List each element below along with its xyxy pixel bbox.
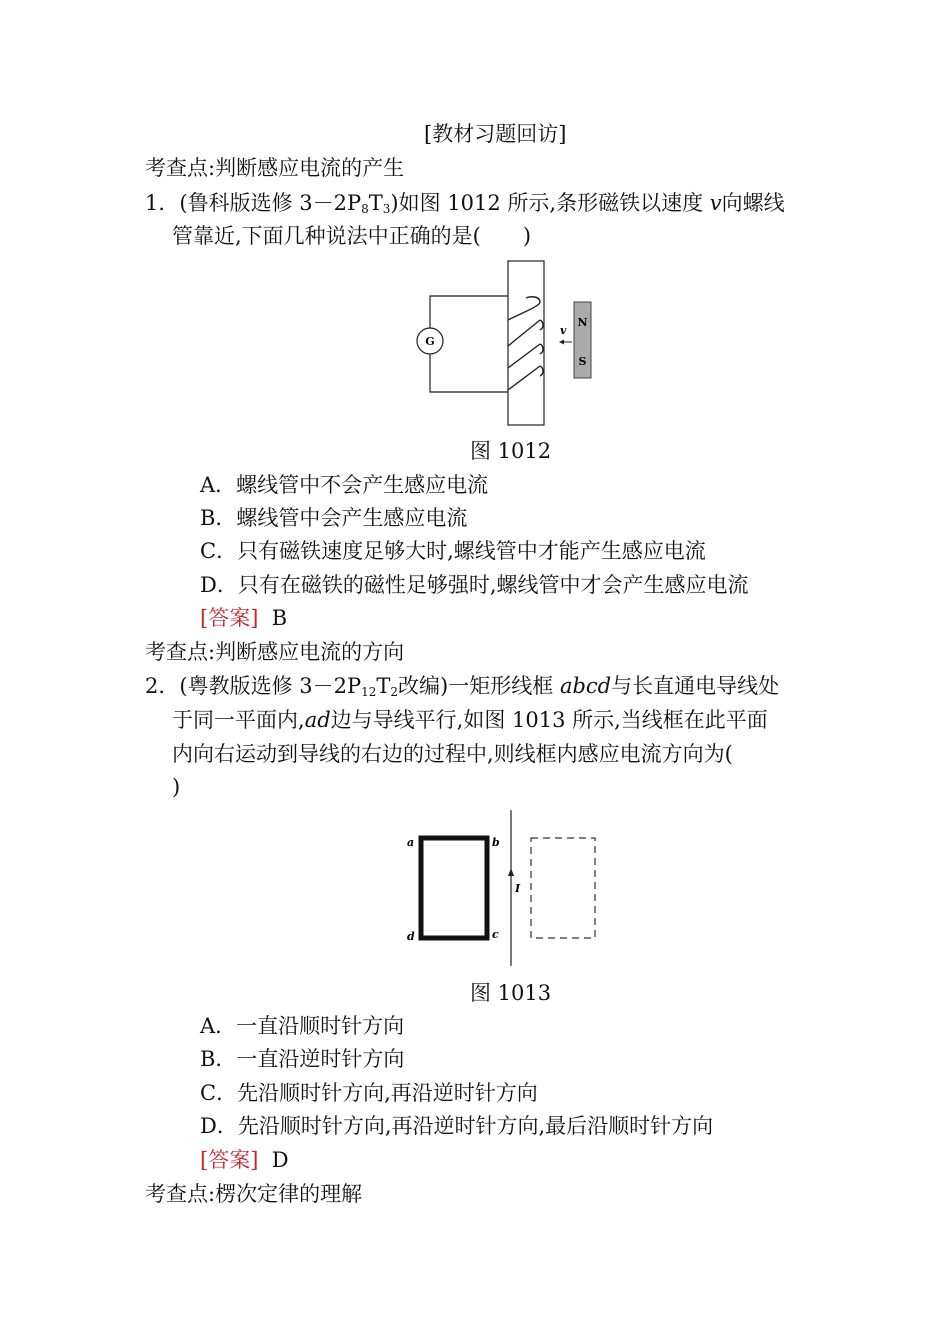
option-b: B．螺线管中会产生感应电流 bbox=[200, 506, 468, 530]
corner-label-c: c bbox=[492, 928, 499, 941]
option-a: A．螺线管中不会产生感应电流 bbox=[200, 473, 489, 497]
question-2-stem-line2: 于同一平面内,ad边与导线平行,如图 1013 所示,当线框在此平面 bbox=[172, 708, 768, 732]
corner-label-a: a bbox=[407, 836, 415, 849]
solenoid-core bbox=[508, 261, 544, 425]
section-label: 考查点:判断感应电流的方向 bbox=[145, 640, 405, 664]
figure-1013 bbox=[405, 808, 605, 968]
option-a: A．一直沿顺时针方向 bbox=[200, 1014, 405, 1038]
velocity-arrowhead bbox=[559, 340, 564, 345]
section-label: 考查点:楞次定律的理解 bbox=[145, 1182, 363, 1206]
question-2-stem: 2．(粤教版选修 $3-2P_{12}T_2$改编)一矩形线框 abcd与长直通电导线处 bbox=[145, 674, 780, 699]
answer-label: [答案] bbox=[200, 1148, 259, 1172]
answer-value: D bbox=[271, 1148, 289, 1172]
question-2-stem-line4: ) bbox=[172, 775, 181, 799]
figure-caption: 图 1012 bbox=[470, 439, 552, 463]
section-label: 考查点:判断感应电流的产生 bbox=[145, 156, 405, 180]
option-b: B．一直沿逆时针方向 bbox=[200, 1047, 405, 1071]
option-c: C．只有磁铁速度足够大时,螺线管中才能产生感应电流 bbox=[200, 539, 706, 563]
answer-row bbox=[200, 1146, 289, 1174]
velocity-symbol: v bbox=[709, 191, 722, 215]
answer-row bbox=[200, 604, 287, 632]
question-source: (鲁科版选修 $3-2P_8T_3$) bbox=[179, 191, 399, 216]
corner-label-d: d bbox=[407, 930, 415, 943]
magnet-north-label: N bbox=[577, 316, 588, 329]
question-number: 1． bbox=[145, 191, 180, 215]
corner-label-b: b bbox=[492, 836, 500, 849]
option-d: D．先沿顺时针方向,再沿逆时针方向,最后沿顺时针方向 bbox=[200, 1114, 714, 1138]
option-c: C．先沿顺时针方向,再沿逆时针方向 bbox=[200, 1081, 538, 1105]
question-source: (粤教版选修 $3-2P_{12}T_2$改编) bbox=[179, 674, 449, 699]
current-label: I bbox=[515, 882, 521, 895]
current-arrowhead bbox=[508, 868, 514, 876]
answer-value: B bbox=[271, 606, 288, 630]
question-1-stem-line2: 管靠近,下面几种说法中正确的是( ) bbox=[172, 224, 532, 248]
figure-1012 bbox=[414, 258, 614, 388]
question-2-stem-line3: 内向右运动到导线的右边的过程中,则线框内感应电流方向为( bbox=[172, 742, 733, 766]
galvanometer-label: G bbox=[425, 335, 435, 348]
option-d: D．只有在磁铁的磁性足够强时,螺线管中才会产生感应电流 bbox=[200, 573, 749, 597]
dashed-frame bbox=[531, 838, 595, 938]
side-symbol: ad bbox=[304, 708, 331, 732]
figure-caption: 图 1013 bbox=[470, 981, 552, 1005]
magnet-south-label: S bbox=[578, 355, 587, 368]
page-title: [教材习题回访] bbox=[424, 122, 567, 146]
rectangular-frame bbox=[421, 838, 487, 938]
question-number: 2． bbox=[145, 674, 180, 698]
answer-label: [答案] bbox=[200, 606, 259, 630]
question-1-stem: 1．(鲁科版选修 $3-2P_8T_3$)如图 1012 所示,条形磁铁以速度 v向螺线 bbox=[145, 191, 785, 216]
velocity-label: v bbox=[560, 324, 567, 337]
frame-symbol: abcd bbox=[559, 674, 612, 698]
